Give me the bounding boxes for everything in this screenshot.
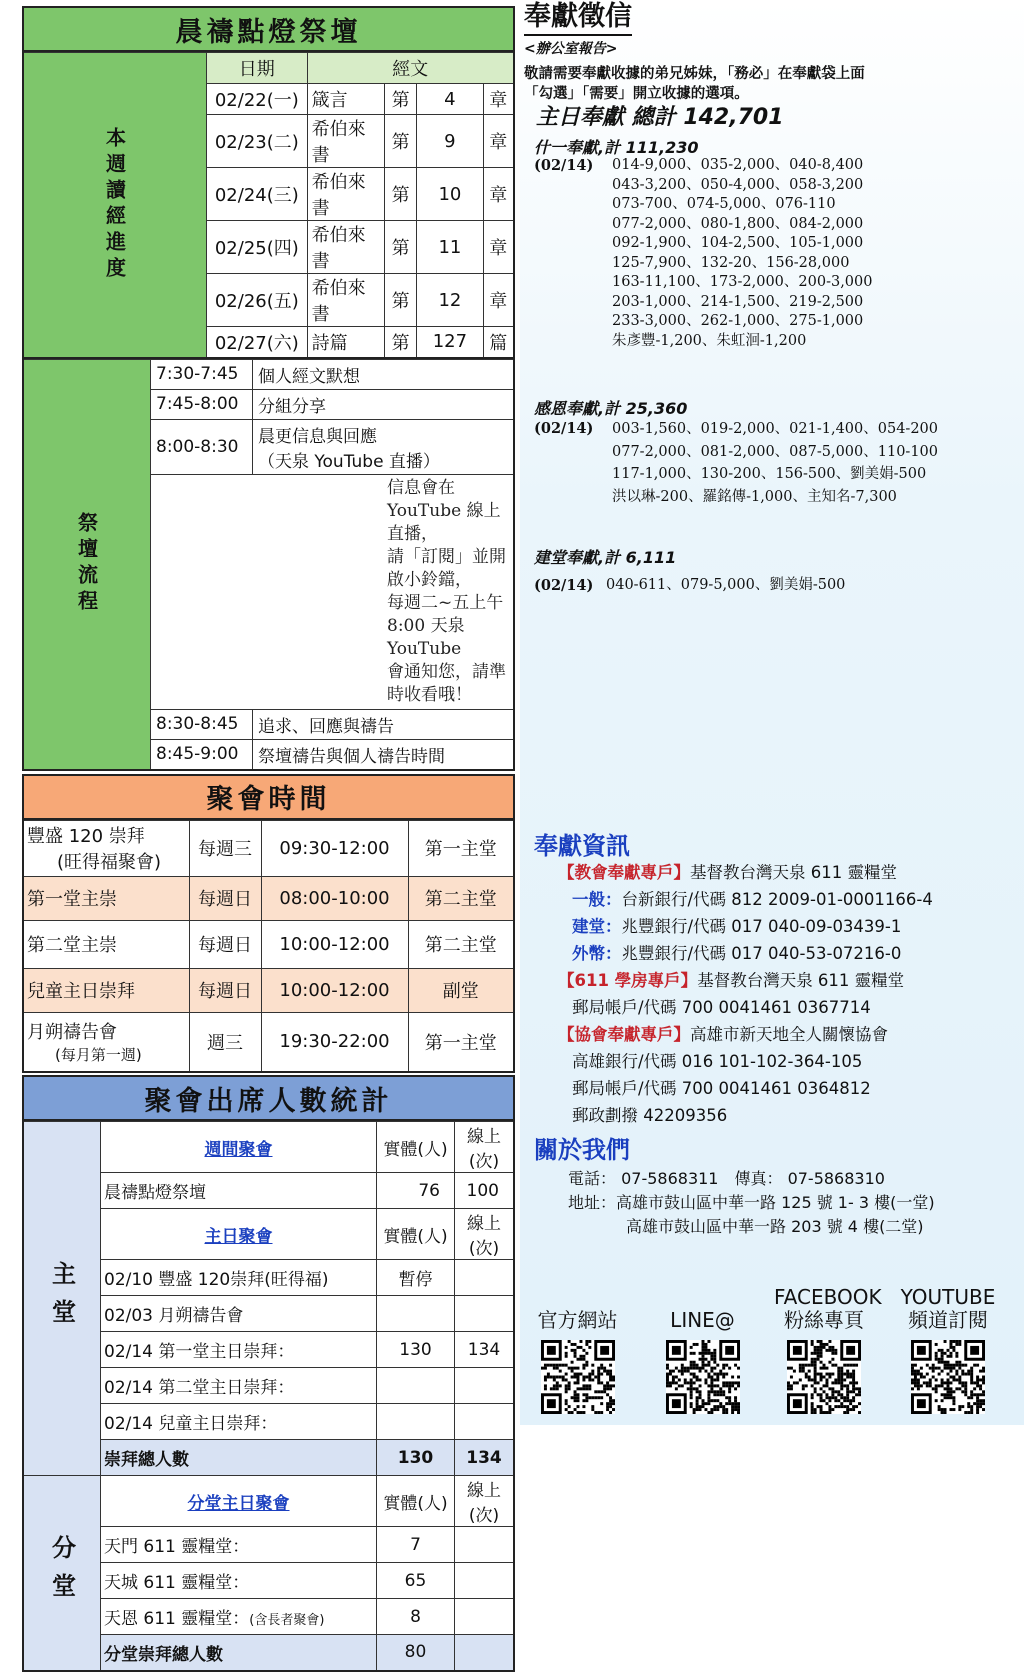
reading-di: 第 [385,221,417,274]
attendance-total-name: 崇拜總人數 [101,1440,377,1476]
branch-header [101,1476,377,1527]
account-1 [558,859,933,886]
col-scripture: 經文 [307,53,514,84]
flow-time: 8:00-8:30 [151,419,253,474]
attendance-total-physical: 130 [377,1440,455,1476]
flow-time: 7:45-8:00 [151,389,253,419]
attendance-name: 02/03 月朔禱告會 [101,1296,377,1332]
meeting-name-line: 豐盛 120 崇拜 [27,826,145,847]
col-date: 日期 [207,53,308,84]
meeting-row [23,968,514,1012]
branch-hall-label: 分堂 [23,1476,101,1671]
meeting-name [23,820,189,876]
weekday-header [101,1122,377,1173]
flow-side-label: 祭壇流程 [23,359,151,770]
attendance-name: 02/14 第一堂主日崇拜： [101,1332,377,1368]
attendance-online [455,1563,515,1599]
reading-num: 11 [417,221,483,274]
thanks-label: 感恩奉獻,計 25,360 [534,399,688,418]
reading-num: 127 [417,327,483,358]
tithe-date: (02/14) [534,157,594,174]
attendance-total-name: 分堂崇拜總人數 [101,1635,377,1671]
building-date: (02/14) [534,577,594,594]
attendance-title: 聚會出席人數統計 [22,1075,515,1121]
attendance-online: 100 [455,1173,515,1209]
meeting-time: 09:30-12:00 [261,820,408,876]
main-hall-label: 主堂 [23,1122,101,1476]
building-label: 建堂奉獻,計 6,111 [534,548,677,567]
thanks-line: 003-1,560、019-2,000、021-1,400、054-200 [612,421,939,437]
account-name: 高雄市新天地全人關懷協會 [690,1025,888,1044]
meeting-place: 第二主堂 [408,876,514,920]
left-column [22,6,515,1672]
meeting-place: 第二主堂 [408,920,514,968]
sunday-offering-total: 主日奉獻 總計 142,701 [536,105,784,130]
reading-unit: 章 [483,221,514,274]
account-name: 基督教台灣天泉 611 靈糧堂 [690,863,897,882]
attendance-table [22,1121,515,1672]
flow-row [23,359,514,389]
qr-official[interactable] [530,1286,625,1414]
reading-di: 第 [385,274,417,327]
meeting-time: 10:00-12:00 [261,920,408,968]
reading-num: 10 [417,168,483,221]
qr-label-top [530,1286,625,1309]
qr-label: 頻道訂閱 [908,1308,988,1332]
attendance-online [455,1404,515,1440]
attendance-total-online [455,1635,515,1671]
meeting-day: 每週日 [189,876,261,920]
note-line: 每週二~五上午 8:00 天泉 YouTube [387,592,504,659]
qr-code-icon[interactable] [666,1340,740,1414]
flow-item-line: 晨更信息與回應 [258,426,377,447]
tithe-line: 125-7,900、132-20、156-28,000 [612,254,850,271]
attendance-total-online: 134 [455,1440,515,1476]
meeting-name: 兒童主日崇拜 [23,968,189,1012]
notice-line-2: 「勾選」「需要」開立收據的選項。 [524,86,749,102]
attendance-online [455,1260,515,1296]
meeting-time: 08:00-10:00 [261,876,408,920]
tithe-line: 163-11,100、173-2,000、200-3,000 [612,274,873,290]
account-value: 郵局帳戶/代碼 700 0041461 0364812 [572,1079,871,1098]
attendance-name: 天門 611 靈糧堂： [101,1527,377,1563]
tithe-line: 077-2,000、080-1,800、084-2,000 [612,215,864,232]
attendance-physical: 8 [377,1599,455,1635]
tithe-line: 073-700、074-5,000、076-110 [612,196,836,212]
meeting-place: 第一主堂 [408,1012,514,1072]
flow-table [22,359,515,771]
account-value: 高雄銀行/代碼 016 101-102-364-105 [572,1052,863,1071]
qr-label-top [655,1286,750,1309]
attendance-total-physical: 80 [377,1635,455,1671]
attendance-online [455,1296,515,1332]
reading-num: 9 [417,115,483,168]
meeting-name: 第一堂主崇 [23,876,189,920]
about-addr2: 高雄市鼓山區中華一路 203 號 4 樓(二堂) [626,1217,924,1236]
about-phone: 電話： 07-5868311 傳真： 07-5868310 [568,1169,885,1188]
account-general [558,886,933,913]
meetings-table [22,820,515,1074]
info-title: 奉獻資訊 [534,832,630,860]
account-3 [558,1021,933,1048]
meeting-row [23,820,514,876]
qr-code-icon[interactable] [541,1340,615,1414]
notice-line-1: 敬請需要奉獻收據的弟兄姊妹，「務必」在奉獻袋上面 [524,66,865,82]
flow-item: 個人經文默想 [253,359,515,389]
reading-date: 02/23(二) [207,115,308,168]
tithe-list [612,156,872,351]
qr-code-icon[interactable] [787,1340,861,1414]
offering-accounts [558,859,933,1129]
reading-unit: 篇 [483,327,514,358]
col-online: 線上(次) [455,1476,515,1527]
attendance-physical: 130 [377,1332,455,1368]
reading-book: 希伯來書 [307,115,384,168]
reading-unit: 章 [483,274,514,327]
flow-time: 8:45-9:00 [151,739,253,770]
tithe-line: 014-9,000、035-2,000、040-8,400 [612,157,864,173]
meeting-place: 第一主堂 [408,820,514,876]
meeting-time: 10:00-12:00 [261,968,408,1012]
sunday-header [101,1209,377,1260]
meeting-name-line: 月朔禱告會 [27,1022,117,1044]
account-value: 兆豐銀行/代碼 017 040-09-03439-1 [621,917,902,936]
weekday-header-text: 週間聚會 [204,1139,273,1160]
sunday-header-text: 主日聚會 [204,1226,273,1247]
reading-di: 第 [385,168,417,221]
meetings-title: 聚會時間 [22,774,515,820]
account-tag: 【協會奉獻專戶】 [558,1025,690,1044]
reading-book: 希伯來書 [307,274,384,327]
reading-unit: 章 [483,115,514,168]
qr-code-icon[interactable] [911,1340,985,1414]
reading-unit: 章 [483,168,514,221]
account-label: 一般： [572,890,622,909]
qr-line[interactable] [655,1286,750,1414]
account-name: 基督教台灣天泉 611 靈糧堂 [697,971,905,990]
meeting-place: 副堂 [408,968,514,1012]
account-value: 兆豐銀行/代碼 017 040-53-07216-0 [621,944,902,963]
note-line: 請「訂閱」並開啟小鈴鐺， [387,546,506,590]
col-physical: 實體(人) [377,1209,455,1260]
attendance-name-text: 天恩 611 靈糧堂： [104,1609,250,1629]
reading-di: 第 [385,115,417,168]
attendance-physical [377,1404,455,1440]
attendance-online: 134 [455,1332,515,1368]
flow-item: 祭壇禱告與個人禱告時間 [253,739,515,770]
tithe-line: 233-3,000、262-1,000、275-1,000 [612,313,864,329]
about-title: 關於我們 [534,1136,630,1164]
meeting-day: 每週日 [189,968,261,1012]
attendance-physical [377,1368,455,1404]
reading-di: 第 [385,84,417,115]
col-physical: 實體(人) [377,1122,455,1173]
reading-num: 12 [417,274,483,327]
office-report: <辦公室報告> [524,41,618,57]
about-addr1: 地址：高雄市鼓山區中華一路 125 號 1- 3 樓(一堂) [568,1193,935,1212]
account-tag: 【611 學房專戶】 [558,971,698,990]
meeting-row [23,920,514,968]
attendance-physical: 76 [377,1173,455,1209]
flow-item-line: （天泉 YouTube 直播） [258,451,440,472]
col-online: 線上(次) [455,1209,515,1260]
reading-side-label: 本週讀經進度 [23,53,207,358]
tithe-line: 朱彥豐-1,200、朱虹洄-1,200 [612,332,807,349]
account-value: 郵局帳戶/代碼 700 0041461 0367714 [572,998,871,1017]
attendance-physical: 7 [377,1527,455,1563]
meeting-name: 第二堂主崇 [23,920,189,968]
account-2 [558,967,933,994]
attendance-name: 02/10 豐盛 120崇拜(旺得福) [101,1260,377,1296]
reading-di: 第 [385,327,417,358]
meeting-day: 每週日 [189,920,261,968]
tithe-line: 043-3,200、050-4,000、058-3,200 [612,176,864,193]
account-tag: 【教會奉獻專戶】 [558,863,690,882]
flow-time: 7:30-7:45 [151,359,253,389]
account-label: 外幣： [572,944,622,963]
reading-unit: 章 [483,84,514,115]
building-line: 040-611、079-5,000、劉美娟-500 [606,577,846,593]
meeting-day: 週三 [189,1012,261,1072]
thanks-list [612,418,938,508]
offering-title: 奉獻徵信 [524,0,632,36]
meeting-name-sub: (旺得福聚會) [57,852,162,873]
thanks-line: 洪以琳-200、羅銘傳-1,000、主知名-7,300 [612,488,897,505]
branch-header-text: 分堂主日聚會 [187,1493,290,1514]
col-physical: 實體(人) [377,1476,455,1527]
reading-date: 02/22(一) [207,84,308,115]
qr-youtube[interactable] [898,1286,998,1414]
qr-label: LINE@ [670,1308,735,1332]
reading-date: 02/25(四) [207,221,308,274]
attendance-name: 天城 611 靈糧堂： [101,1563,377,1599]
reading-book: 詩篇 [307,327,384,358]
account-foreign [558,940,933,967]
meeting-time: 19:30-22:00 [261,1012,408,1072]
reading-title: 晨禱點燈祭壇 [22,6,515,52]
tithe-line: 092-1,900、104-2,500、105-1,000 [612,235,864,251]
reading-table [22,52,515,359]
qr-label: 粉絲專頁 [784,1308,864,1332]
account-value: 郵政劃撥 42209356 [572,1106,728,1125]
qr-label-top: FACEBOOK [774,1285,882,1309]
qr-label: 官方網站 [537,1308,618,1332]
reading-date: 02/26(五) [207,274,308,327]
reading-book: 希伯來書 [307,168,384,221]
note-line: 會通知您，請準時收看哦！ [387,661,506,705]
tithe-line: 203-1,000、214-1,500、219-2,500 [612,293,864,310]
reading-num: 4 [417,84,483,115]
thanks-date: (02/14) [534,420,594,437]
meeting-day: 每週三 [189,820,261,876]
reading-date: 02/27(六) [207,327,308,358]
meeting-name-sub: (每月第一週) [55,1046,142,1065]
flow-item [253,419,515,474]
attendance-online [455,1527,515,1563]
attendance-online [455,1599,515,1635]
meeting-row [23,1012,514,1072]
tithe-label: 什一奉獻,計 111,230 [534,138,699,157]
attendance-physical: 暫停 [377,1260,455,1296]
note-line: 信息會在 YouTube 線上直播， [387,477,501,544]
thanks-line: 117-1,000、130-200、156-500、劉美娟-500 [612,466,927,482]
qr-facebook[interactable] [774,1285,882,1414]
account-value: 台新銀行/代碼 812 2009-01-0001166-4 [621,890,933,909]
thanks-line: 077-2,000、081-2,000、087-5,000、110-100 [612,443,939,460]
col-online: 線上(次) [455,1122,515,1173]
meeting-name [23,1012,189,1072]
building-list [606,576,845,596]
reading-book: 箴言 [307,84,384,115]
attendance-name-small: (含長者聚會) [249,1613,325,1628]
attendance-physical: 65 [377,1563,455,1599]
reading-date: 02/24(三) [207,168,308,221]
account-building [558,913,933,940]
attendance-physical [377,1296,455,1332]
qr-label-top: YOUTUBE [900,1285,996,1309]
attendance-name: 02/14 兒童主日崇拜： [101,1404,377,1440]
meeting-row [23,876,514,920]
account-label: 建堂： [572,917,622,936]
flow-note [151,474,515,709]
attendance-online [455,1368,515,1404]
reading-book: 希伯來書 [307,221,384,274]
right-column [520,0,1024,1425]
attendance-name [101,1599,377,1635]
flow-item: 追求、回應與禱告 [253,709,515,739]
flow-time: 8:30-8:45 [151,709,253,739]
attendance-name: 晨禱點燈祭壇 [101,1173,377,1209]
attendance-name: 02/14 第二堂主日崇拜： [101,1368,377,1404]
flow-item: 分組分享 [253,389,515,419]
